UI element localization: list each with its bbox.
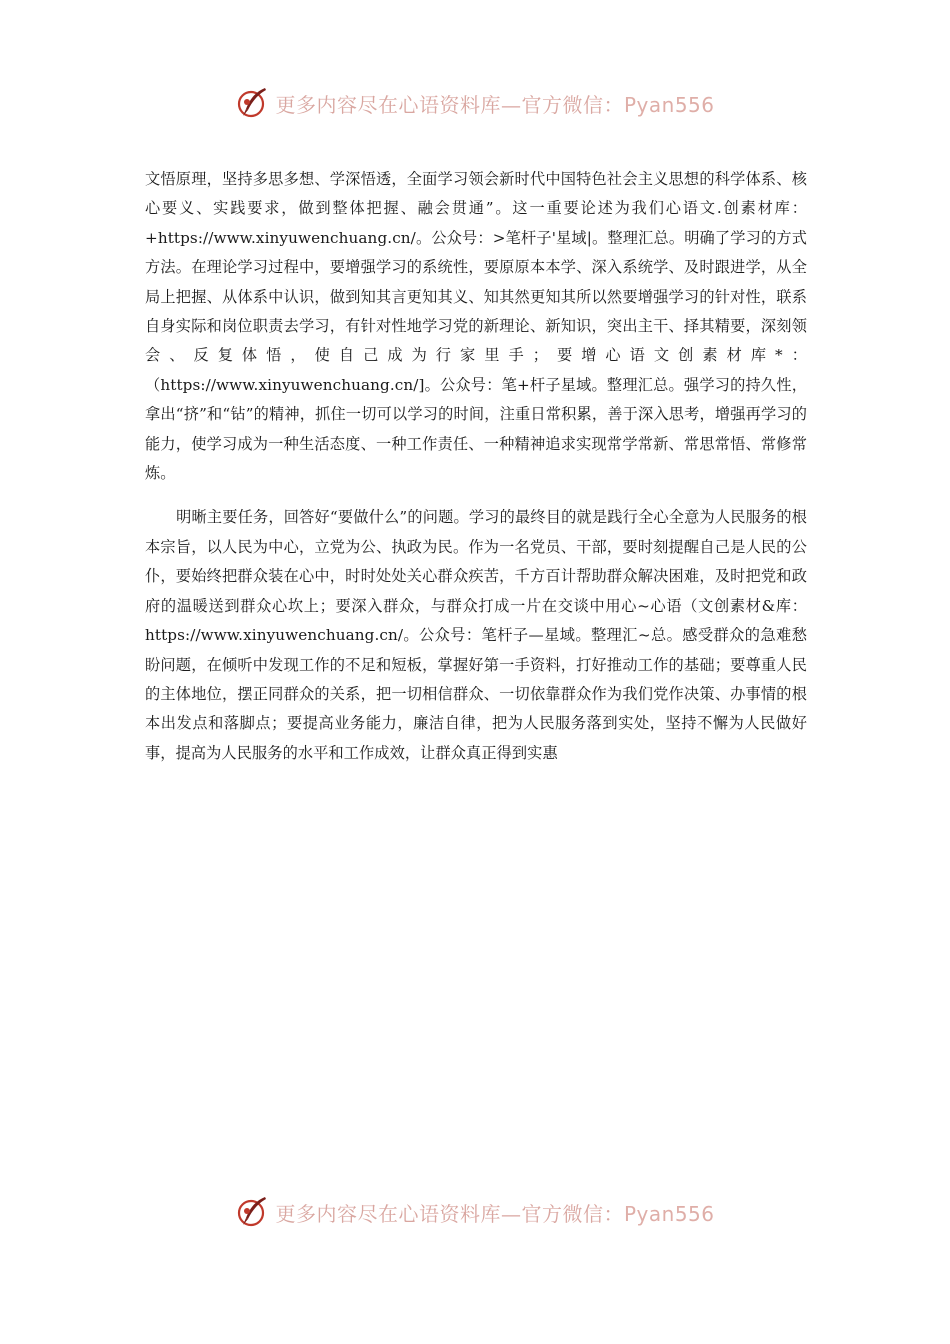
watermark-cn: 更多内容尽在心语资料库—官方微信： <box>275 1201 624 1226</box>
quill-pen-logo-icon <box>235 85 271 121</box>
watermark-group <box>235 1194 714 1230</box>
watermark-text <box>275 1198 714 1227</box>
watermark-wechat-id: Pyan556 <box>623 1201 715 1226</box>
watermark-group <box>235 85 714 121</box>
paragraph-2: 明晰主要任务，回答好“要做什么”的问题。学习的最终目的就是践行全心全意为人民服务的根本宗旨，以人民为中心，立党为公、执政为民。作为一名党员、干部，要时刻提醒自己是人民的公仆，要始终把群众装在心中，时时处处关心群众疾苦，千方百计帮助群众解决困难，及时把党和政府的温暖送到群众心坎上；要深入群众，与群众打成一片在交谈中用心~心语（文创素材&库：https://www.xinyuwenchuang.cn/。公众号：笔杆子—星域。整理汇~总。感受群众的急难愁盼问题，在倾听中发现工作的不足和短板，掌握好第一手资料，打好推动工作的基础；要尊重人民的主体地位，摆正同群众的关系，把一切相信群众、一切依靠群众作为我们党作决策、办事情的根本出发点和落脚点；要提高业务能力，廉洁自律，把为人民服务落到实处，坚持不懈为人民做好事，提高为人民服务的水平和工作成效，让群众真正得到实惠 <box>145 508 807 762</box>
watermark-cn: 更多内容尽在心语资料库—官方微信： <box>275 92 624 117</box>
footer-watermark <box>0 1192 950 1232</box>
header-watermark <box>0 83 950 123</box>
watermark-text <box>275 89 714 118</box>
quill-pen-logo-icon <box>235 1194 271 1230</box>
watermark-wechat-id: Pyan556 <box>623 92 715 117</box>
document-body <box>145 165 807 768</box>
paragraph-1: 文悟原理，坚持多思多想、学深悟透，全面学习领会新时代中国特色社会主义思想的科学体系、核心要义、实践要求，做到整体把握、融会贯通”。这一重要论述为我们心语文.创素材库：+https://www.xinyuwenchuang.cn/。公众号：>笔杆子'星域|。整理汇总。明确了学习的方式方法。在理论学习过程中，要增强学习的系统性，要原原本本学、深入系统学、及时跟进学，从全局上把握、从体系中认识，做到知其言更知其义、知其然更知其所以然要增强学习的针对性，联系自身实际和岗位职责去学习，有针对性地学习党的新理论、新知识，突出主干、择其精要，深刻领会、反复体悟，使自己成为行家里手；要增心语文创素材库*：（https://www.xinyuwenchuang.cn/]。公众号：笔+杆子星域。整理汇总。强学习的持久性，拿出“挤”和“钻”的精神，抓住一切可以学习的时间，注重日常积累，善于深入思考，增强再学习的能力，使学习成为一种生活态度、一种工作责任、一种精神追求实现常学常新、常思常悟、常修常炼。 <box>145 170 807 483</box>
